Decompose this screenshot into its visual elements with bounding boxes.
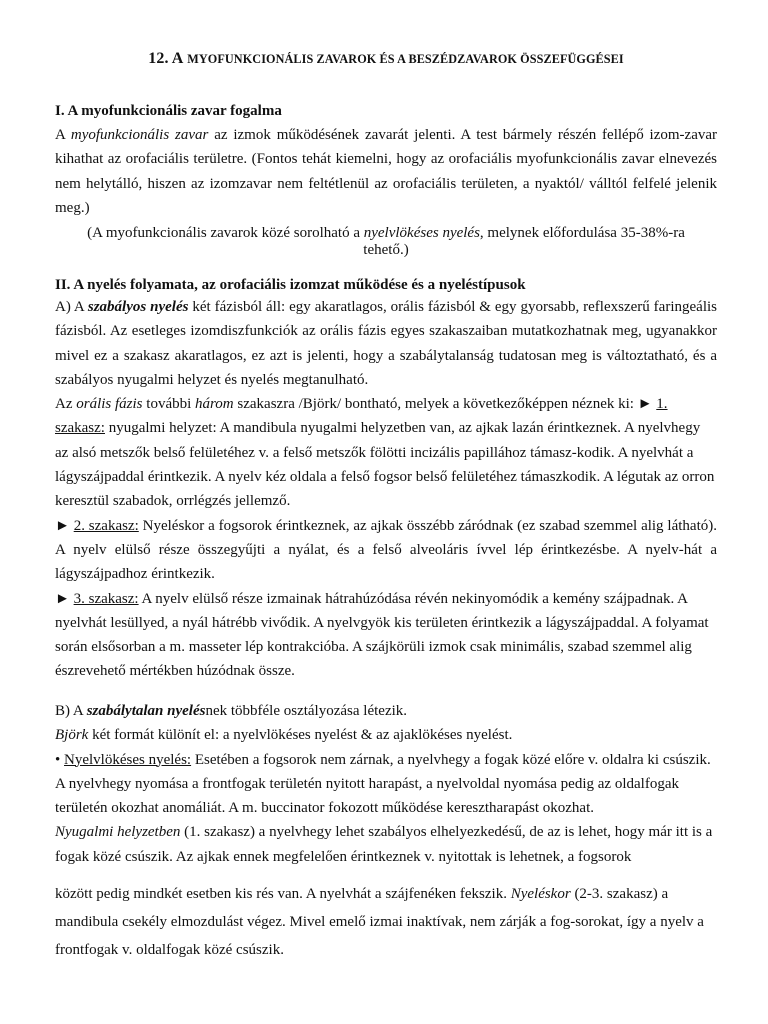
title-text: MYOFUNKCIONÁLIS ZAVAROK ÉS A BESZÉDZAVAROK ÖSSZEFÜGGÉSEI [187,52,624,66]
tongue-thrust-paragraph: • Nyelvlökéses nyelés: Esetében a fogsorok nem zárnak, a nyelvhegy a fogak közé előre v. oldalra ki csúszik. A nyelvhegy nyomása a frontfogak területén nyitott harapást, a nyelvoldal nyomása pedig az oldalfogak területén okozhat anomáliát. A m. buccinator fokozott működése keresztharapást okozhat. [55,751,711,817]
irregular-swallowing-intro: B) A szabálytalan nyelésnek többféle osztályozása létezik. [55,703,408,719]
stage-1-paragraph: Az orális fázis további három szakaszra /Björk/ bontható, melyek a következőképpen néznek ki: ► 1. szakasz: nyugalmi helyzet: A mandibula nyugalmi helyzetben van, az ajkak lazán érintkeznek. A nyelvhegy az alsó metszők belső felületéhez v. a felső metszők fölötti incizális papillához támasz-kodik. A nyelvhát a lágyszájpaddal érintkezik. A nyelv kéz oldala a felső fogsor belső felületéhez támaszkodik. A légutak az orron keresztül szabadok, orrlégzés jellemző. [55,396,715,510]
stage-1-label: 1. szakasz: [55,396,668,437]
final-paragraph-block [55,880,717,964]
section-1-paragraph: A myofunkcionális zavar az izmok működésének zavarát jelenti. A test bármely részén fellépő izom-zavar kihathat az orofaciális területre. (Fontos tehát kiemelni, hogy az orofaciális myofunkcionális zavar elnevezés nem helytálló, hiszen az izomzavar nem feltétlenül az orofaciális területen, a nyaktól/ válltól felfelé jelenik meg.) [55,127,718,216]
tongue-thrust-label: Nyelvlökéses nyelés: [64,751,192,768]
page-title [55,50,717,68]
title-number: 12. A [148,50,184,67]
section-2 [55,277,717,684]
stage-2-paragraph: ► 2. szakasz: Nyeléskor a fogsorok érintkeznek, az ajkak összébb záródnak (ez szabad szemmel alig látható). A nyelv elülső része összegyűjti a nyálat, és a felső alveoláris ívvel lép érintkezésbe. A nyelv-hát a lágyszájpadhoz érintkezik. [55,517,717,583]
regular-swallowing-paragraph: A) A szabályos nyelés két fázisból áll: egy akaratlagos, orális fázisból & egy gyorsabb, reflexszerű faringeális fázisból. Az esetleges izomdiszfunkciók az orális fázis egyes szakaszaiban mutatkozhatnak meg, ugyanakkor mivel ez a szakasz akaratlagos, ez azt is jelenti, hogy a szabálytalanság tudatosan meg is változtatható, és a szabályos nyugalmi helyzet és nyelés megtanulható. [55,299,717,388]
section-1-heading: I. A myofunkcionális zavar fogalma [55,103,282,119]
stage-3-label: 3. szakasz: [73,590,139,607]
irregular-swallowing-block [55,699,717,869]
section-2-heading: II. A nyelés folyamata, az orofaciális izomzat működése és a nyeléstípusok [55,277,526,293]
stage-3-paragraph: ► 3. szakasz: A nyelv elülső része izmainak hátrahúzódása révén nekinyomódik a kemény szájpadnak. A nyelvhát lesüllyed, a nyál hátrébb vivődik. A nyelvgyök kis területen érintkezik a lágyszájpaddal. A folyamat során elsősorban a m. masseter lép kontrakcióba. A szájkörüli izmok csak minimális, szabad szemmel alig észrevehető mértékben húzódnak össze. [55,590,709,680]
stage-2-label: 2. szakasz: [73,517,139,534]
section-1-note: (A myofunkcionális zavarok közé sorolható a nyelvlökéses nyelés, melynek előfordulása 35-38%-ra tehető.) [87,225,685,259]
section-1 [55,103,717,259]
swallowing-paragraph: között pedig mindkét esetben kis rés van. A nyelvhát a szájfenéken fekszik. Nyeléskor (2-3. szakasz) a mandibula csekély elmozdulást végez. Mivel emelő izmai inaktívak, nem zárják a fog-sorokat, így a nyelv a frontfogak v. oldalfogak közé csúszik. [55,886,704,958]
bjork-classification: Björk két formát különít el: a nyelvlökéses nyelést & az ajaklökéses nyelést. [55,727,513,744]
rest-position-paragraph: Nyugalmi helyzetben (1. szakasz) a nyelvhegy lehet szabályos elhelyezkedésű, de az is lehet, hogy már itt is a fogak közé csúszik. Az ajkak ennek megfelelően érintkeznek v. nyitottak is lehetnek, a fogsorok [55,824,713,865]
